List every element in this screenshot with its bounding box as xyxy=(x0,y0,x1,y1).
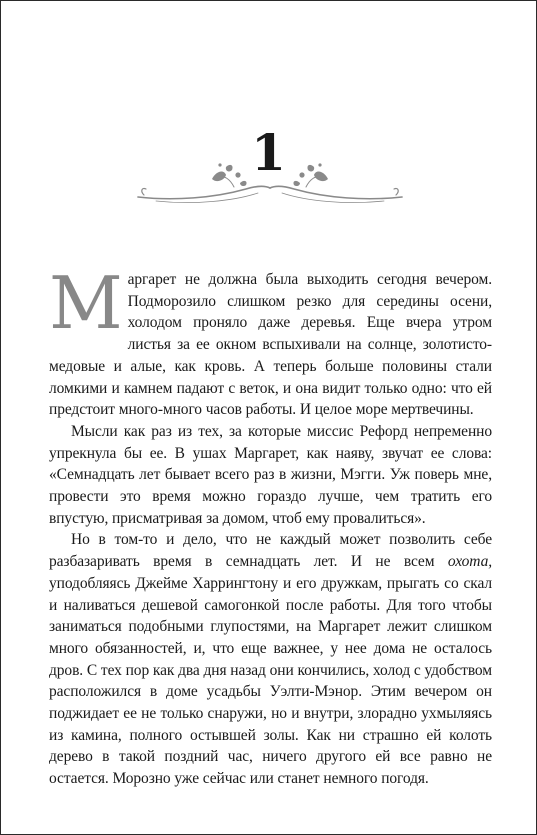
paragraph-2: Мысли как раз из тех, за которые миссис Рефорд непременно упрекнула бы ее. В ушах Маргарет, как наяву, звучат ее слова: «Семнадцать лет бывает всего раз в жизни, Мэгги. Уж поверь мне, провести это время можно гораздо лучше, чем тратить его впустую, присматривая за домом, чтоб ему провалиться». xyxy=(49,422,492,527)
floral-flourish-divider-icon xyxy=(134,161,406,205)
drop-cap: М xyxy=(49,261,123,345)
paragraph-1 xyxy=(49,261,492,421)
emphasis-word: охота, xyxy=(447,553,492,571)
paragraph-3 xyxy=(49,529,492,789)
paragraph-3-text-before: Но в том-то и дело, что не каждый может позволить себе разбазаривать время в семнадцать лет. И не всем xyxy=(49,531,492,571)
paragraph-3-text-after: уподобляясь Джейме Харрингтону и его дружкам, прыгать со скал и наливаться дешевой самогонкой после работы. Для того чтобы заниматься подобными глупостями, на Маргарет лежит слишком много обязанностей, и, что еще важнее, у нее дома не осталось дров. С тех пор как два дня назад они кончились, холод с удобством расположился в доме усадьбы Уэлти-Мэнор. Этим вечером он поджидает ее не только снаружи, но и внутри, злорадно ухмыляясь из камина, полного остывшей золы. Как ни страшно ей колоть дерево в такой поздний час, ничего другого ей все равно не остается. Морозно уже сейчас или станет немного погодя. xyxy=(49,574,492,788)
paragraph-1-text: аргарет не должна была выходить сегодня вечером. Подморозило слишком резко для середины осени, холодом проняло даже деревья. Еще вчера утром листья за ее окном вспыхивали на солнце, золотисто-медовые и алые, как кровь. А теперь больше половины стали ломкими и камнем падают с веток, и она видит только одно: что ей предстоит много-много часов работы. И целое море мертвечины. xyxy=(49,271,492,419)
chapter-number: 1 xyxy=(251,123,286,182)
chapter-text xyxy=(49,261,492,790)
